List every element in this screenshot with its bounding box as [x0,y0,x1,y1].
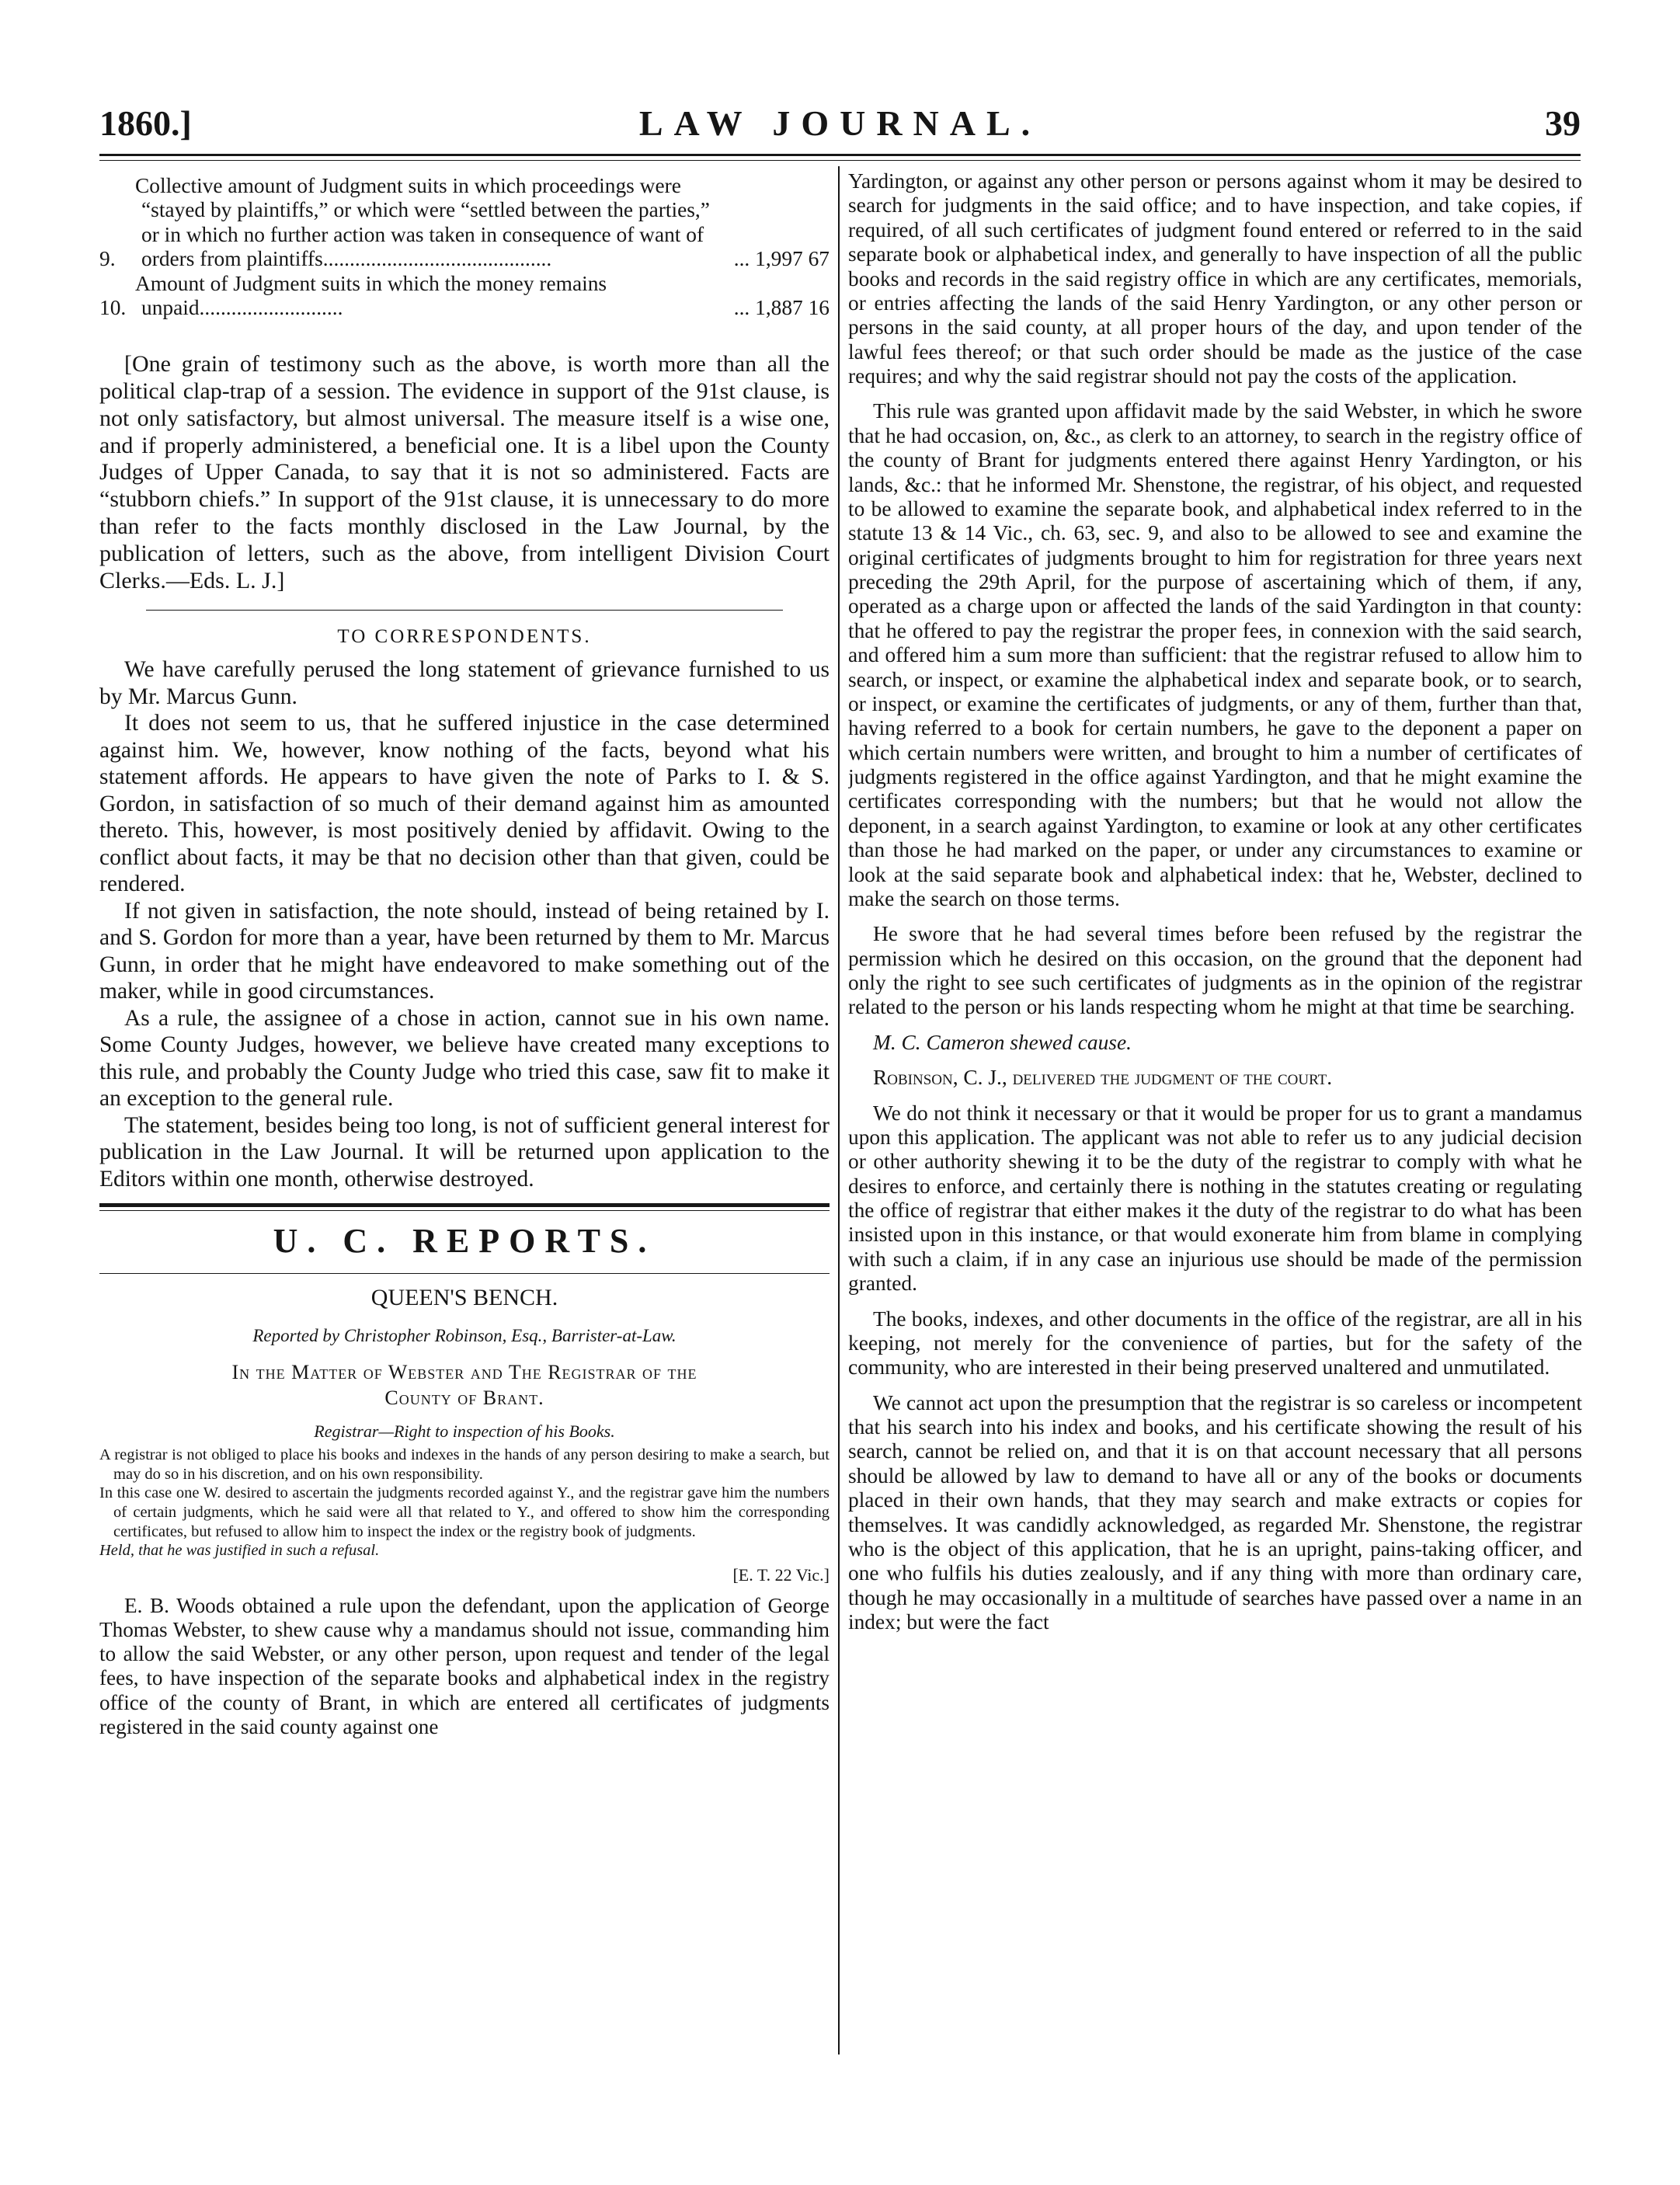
right-column [848,169,1582,2061]
reporter-line: Reported by Christopher Robinson, Esq., Barrister-at-Law. [252,1325,677,1345]
body-paragraph: We do not think it necessary or that it would be proper for us to grant a mandamus upon this application. The applicant was not able to refer us to any judicial decision or other authority shewing it to be the duty of the registrar to comply with what he desires to enforce, and certainly there is nothing in the statutes creating or regulating the office of registrar that either makes it the duty of the registrar to do what has been insisted upon in this instance, or that would exonerate him from blame in complying with such a claim, if in any case an injurious use should be made of the permission granted. [848,1101,1582,1296]
case-citation: [E. T. 22 Vic.] [732,1564,830,1585]
body-paragraph: We cannot act upon the presumption that the registrar is so careless or incompetent that his search into his index and books, and his certificate showing the result of his search, cannot be relied on, and that it is on that account necessary that all persons should be allowed by law to demand to have all or any of the books or documents placed in their own hands, that they may search and make extracts or copies for themselves. It was candidly acknowledged, as regarded Mr. Shenstone, the registrar who is the object of this application, that he is an upright, pains-taking officer, and one who fulfils his duties zealously, and if any thing with more than ordinary care, though he may occasionally in a multitude of searches have passed over a name in an index; but were the fact [848,1390,1582,1634]
statistic-text: Collective amount of Judgment suits in which proceedings were “stayed by plaintiffs,” or which were “settled between the parties,” or in which no further action was taken in consequence of want of orders from plaintiffs........................................... [135,174,710,271]
statistic-row [99,174,830,272]
correspondents-heading: TO CORRESPONDENTS. [337,626,592,648]
header-title: LAW JOURNAL. [638,103,1042,143]
correspondents-section [99,656,830,1192]
left-column [99,169,830,2061]
headnote-item: In this case one W. desired to ascertain the judgments recorded against Y., and the registrar gave him the numbers of certain judgments, which he said were all that related to Y., and offered to show him the corresponding certificates, but refused to allow him to inspect the index or the registry book of judgments. [99,1484,830,1540]
running-header [99,103,1581,149]
correspondents-paragraph: As a rule, the assignee of a chose in action, cannot sue in his own name. Some County Judges, however, we believe have created many exceptions to this rule, and probably the County Judge who tried this case, saw fit to make it an exception to the general rule. [99,1005,830,1112]
headnote-item: A registrar is not obliged to place his books and indexes in the hands of any person desiring to make a search, but may do so in his discretion, and on his own responsibility. [99,1446,830,1483]
section-rule-heavy [99,1203,830,1207]
headnotes [99,1446,830,1560]
body-paragraph: M. C. Cameron shewed cause. [873,1030,1132,1054]
correspondents-paragraph: If not given in satisfaction, the note should, instead of being retained by I. and S. Gordon for more than a year, have been returned by them to Mr. Marcus Gunn, in order that he might have endeavored to make something out of the maker, while in good circumstances. [99,898,830,1004]
section-divider [146,610,783,611]
body-paragraph: Yardington, or against any other person or persons against whom it may be desired to search for judgments in the said office; and to have inspection, and take copies, if required, of all such certificates of judgment found entered or referred to in the said separate book or alphabetical index, and generally to have inspection of all the public books and records in the said registry office in which are any certificates, memorials, or entries affecting the lands of the said Henry Yardington, or any other person or persons in the said county, at all proper hours of the day, and upon tender of the lawful fees thereof; or that such order should be made as the justice of the case requires; and why the said registrar should not pay the costs of the application. [848,169,1582,388]
case-title-line: County of Brant. [384,1386,544,1409]
opening-paragraph: E. B. Woods obtained a rule upon the defendant, upon the application of George Thomas Webster, to shew cause why a mandamus should not issue, commanding him to allow the said Webster, or any other person, upon request and tender of the legal fees, to have inspection of the separate books and alphabetical index in the registry office of the county of Brant, in which are entered all certificates of judgments registered in the said county against one [99,1594,830,1738]
header-rule [99,154,1581,156]
case-title [99,1360,830,1411]
editorial-note: [One grain of testimony such as the above, is worth more than all the political clap-trap of a session. The evidence in support of the 91st clause, is not only satisfactory, but almost universal. The measure itself is a wise one, and if properly administered, a beneficial one. It is a libel upon the County Judges of Upper Canada, to say that it is not so administered. Facts are “stubborn chiefs.” In support of the 91st clause, it is unnecessary to do more than refer to the facts monthly disclosed in the Law Journal, by the publication of letters, such as the above, from intelligent Division Court Clerks.—Eds. L. J.] [99,351,830,593]
section-heading: U. C. REPORTS. [273,1222,656,1261]
body-paragraph: The books, indexes, and other documents in the office of the registrar, are all in his keeping, not merely for the convenience of parties, but for the safety of the community, who are interested in their being preserved unaltered and unmutilated. [848,1306,1582,1380]
statistic-number: 9. [99,247,116,271]
column-divider [838,166,840,2055]
statistic-number: 10. [99,295,127,319]
header-year: 1860.] [99,103,192,143]
body-paragraph: This rule was granted upon affidavit made by the said Webster, in which he swore that he had occasion, on, &c., as clerk to an attorney, to search in the registry office of the county of Brant for judgments entered there against Henry Yardington, or his lands, &c.: that he informed Mr. Shenstone, the registrar, of his object, and requested to be allowed to examine the separate book, and alphabetical index referred to in the statute 13 & 14 Vic., ch. 63, sec. 9, and also to be allowed to see and examine the original certificates of judgments brought to him for registration for three years next preceding the 29th April, for the purpose of ascertaining which of them, if any, operated as a charge upon or affected the lands of the said Yardington in that county: that he offered to pay the registrar the proper fees, in connexion with the said search, and offered him a sum more than sufficient: that the registrar refused to allow him to search, or inspect, or examine the alphabetical index and separate book, or to search, or inspect, or examine the certificates of judgments, or any of them, further than that, having referred to a book for certain numbers, he gave to the deponent a paper on which certain numbers were written, and brought to him a number of certificates of judgments registered in the office against Yardington, and that he might examine the certificates corresponding with the numbers; but that he would not allow the deponent, in a search against Yardington, to examine or look at any other certificates than those he had marked on the paper, or under any circumstances to examine or look at the said separate book and alphabetical index: that he, Webster, declined to make the search on those terms. [848,399,1582,910]
headnote-heading: Registrar—Right to inspection of his Books. [314,1421,615,1442]
body-paragraph: Robinson, C. J., delivered the judgment of the court. [873,1066,1333,1090]
statistics-list [99,174,830,320]
header-page-number: 39 [1545,103,1581,143]
section-divider [99,1273,830,1274]
court-heading: QUEEN'S BENCH. [370,1285,558,1311]
header-rule-thin [99,160,1581,161]
correspondents-paragraph: We have carefully perused the long statement of grievance furnished to us by Mr. Marcus Gunn. [99,657,830,709]
body-paragraph: He swore that he had several times before been refused by the registrar the permission which he desired on this occasion, on the ground that the deponent had only the right to see such certificates of judgments as in the opinion of the registrar related to the person or his lands respecting whom he might at that time be searching. [848,922,1582,1019]
section-rule-thin [99,1210,830,1211]
correspondents-paragraph: The statement, besides being too long, is not of sufficient general interest for publication in the Law Journal. It will be returned upon application to the Editors within one month, otherwise destroyed. [99,1112,830,1192]
headnote-item: Held, that he was justified in such a refusal. [99,1542,380,1560]
statistic-row [99,272,830,321]
statistic-text: Amount of Judgment suits in which the money remains unpaid........................... [135,271,607,319]
correspondents-paragraph: It does not seem to us, that he suffered injustice in the case determined against him. We, however, know nothing of the facts, beyond what his statement affords. He appears to have given the note of Parks to I. & S. Gordon, in satisfaction of so much of their demand against him as amounted thereto. This, however, is most positively denied by affidavit. Owing to the conflict about facts, it may be that no decision other than that given, could be rendered. [99,711,830,897]
statistic-value: ... 1,887 16 [733,295,830,319]
statistic-value: ... 1,997 67 [733,247,830,271]
case-title-line: In the Matter of Webster and The Registrar of the [231,1361,697,1384]
